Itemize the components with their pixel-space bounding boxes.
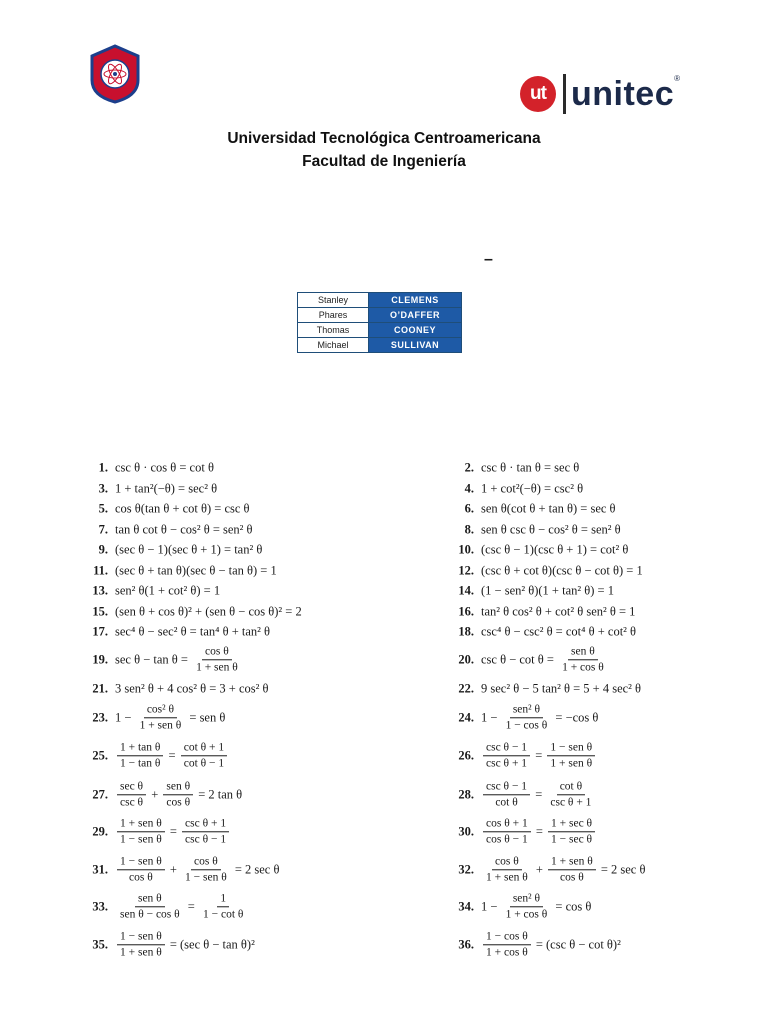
identity-problem — [86, 543, 262, 558]
fraction-denominator: 1 − sec θ — [551, 833, 593, 846]
equation-text: 1 + cot²(−θ) = csc² θ — [481, 481, 584, 496]
identity-problem — [86, 605, 302, 620]
logo-divider — [563, 74, 566, 114]
identity-problem — [452, 930, 621, 959]
fraction — [547, 780, 594, 809]
identity-problem — [452, 892, 591, 921]
author-first-name: Stanley — [298, 293, 369, 308]
registered-mark: ® — [674, 74, 681, 83]
problem-number: 10. — [458, 542, 474, 557]
unitec-wordmark: unitec — [571, 74, 675, 113]
problem-number: 20. — [458, 652, 474, 667]
equation-text: sen θ csc θ − cos² θ = sen² θ — [481, 522, 621, 537]
equation-text: = — [166, 824, 181, 839]
fraction-denominator: cos θ — [166, 796, 191, 809]
identity-problem — [452, 502, 616, 517]
fraction-numerator: csc θ + 1 — [182, 817, 229, 832]
fraction-numerator: 1 − cos θ — [483, 930, 531, 945]
author-row — [298, 308, 462, 323]
fraction — [181, 741, 227, 770]
fraction-denominator: 1 − cos θ — [505, 719, 548, 732]
fraction — [483, 930, 531, 959]
fraction-denominator: 1 − sen θ — [185, 871, 227, 884]
identity-problem — [452, 625, 636, 640]
equation-text: = 2 sec θ — [231, 862, 280, 877]
problem-number: 5. — [98, 501, 108, 516]
fraction — [117, 741, 163, 770]
identity-problem — [86, 482, 217, 497]
fraction-numerator: cos θ — [202, 645, 232, 660]
equation-text: = — [532, 824, 547, 839]
problem-number: 26. — [458, 748, 474, 763]
author-first-name: Phares — [298, 308, 369, 323]
equation-text: 1 + tan²(−θ) = sec² θ — [115, 481, 218, 496]
problem-number: 12. — [458, 563, 474, 578]
equation-text: sec θ − tan θ = — [115, 652, 192, 667]
problem-number: 15. — [92, 604, 108, 619]
identity-problem — [86, 625, 270, 640]
author-row — [298, 293, 462, 308]
fraction-denominator: cos θ — [560, 871, 584, 884]
fraction — [547, 741, 595, 770]
identity-problem — [452, 461, 579, 476]
identity-problem — [86, 523, 253, 538]
equation-text: = −cos θ — [552, 710, 599, 725]
fraction-denominator: csc θ — [120, 796, 144, 809]
equation-text: (csc θ − 1)(csc θ + 1) = cot² θ — [481, 542, 629, 557]
fraction-numerator: sec θ — [117, 780, 146, 795]
problem-number: 24. — [458, 710, 474, 725]
problem-number: 13. — [92, 583, 108, 598]
equation-text: + — [532, 862, 547, 877]
fraction-numerator: sen² θ — [510, 703, 543, 718]
problem-number: 19. — [92, 652, 108, 667]
fraction — [182, 817, 229, 846]
problem-number: 31. — [92, 862, 108, 877]
fraction-denominator: 1 + sen θ — [196, 661, 238, 674]
fraction-numerator: 1 + sen θ — [548, 855, 596, 870]
problem-number: 2. — [464, 460, 474, 475]
identity-problem — [452, 584, 614, 599]
equation-text: 9 sec² θ − 5 tan² θ = 5 + 4 sec² θ — [481, 681, 642, 696]
identity-problem — [86, 780, 242, 809]
fraction-numerator: cos θ — [191, 855, 221, 870]
equation-text: csc⁴ θ − csc² θ = cot⁴ θ + cot² θ — [481, 624, 637, 639]
problem-number: 30. — [458, 824, 474, 839]
problem-number: 6. — [464, 501, 474, 516]
fraction-numerator: cos θ + 1 — [483, 817, 531, 832]
equation-text: csc θ · cos θ = cot θ — [115, 460, 214, 475]
fraction — [483, 855, 531, 884]
fraction — [117, 930, 165, 959]
fraction-denominator: sen θ − cos θ — [120, 908, 180, 921]
fraction — [200, 892, 246, 921]
identity-problem — [86, 892, 248, 921]
equation-text: = — [532, 787, 546, 802]
university-title: Universidad Tecnológica Centroamericana — [227, 130, 541, 147]
fraction-numerator: sen θ — [135, 892, 165, 907]
identity-problem — [452, 703, 598, 732]
equation-text: 1 − — [481, 899, 501, 914]
identity-problem — [86, 741, 229, 770]
equation-text: = sen θ — [186, 710, 226, 725]
fraction-denominator: 1 + cos θ — [562, 661, 604, 674]
fraction-denominator: cot θ — [495, 796, 518, 809]
equation-text: sen² θ(1 + cot² θ) = 1 — [115, 583, 221, 598]
problem-number: 23. — [92, 710, 108, 725]
fraction-denominator: 1 − sen θ — [120, 833, 162, 846]
identity-problem — [86, 855, 279, 884]
author-last-name: SULLIVAN — [369, 338, 462, 353]
fraction — [117, 780, 146, 809]
fraction-numerator: 1 — [217, 892, 229, 907]
identity-problem — [452, 741, 597, 770]
identity-problem — [452, 564, 643, 579]
equation-text: (1 − sen² θ)(1 + tan² θ) = 1 — [481, 583, 614, 598]
problem-number: 8. — [464, 522, 474, 537]
identity-problem — [452, 645, 609, 674]
problem-number: 4. — [464, 481, 474, 496]
fraction-numerator: cot θ — [557, 780, 585, 795]
problem-number: 35. — [92, 937, 108, 952]
equation-text: (sec θ − 1)(sec θ + 1) = tan² θ — [115, 542, 263, 557]
problem-number: 32. — [458, 862, 474, 877]
fraction — [503, 892, 551, 921]
equation-text: tan² θ cos² θ + cot² θ sen² θ = 1 — [481, 604, 636, 619]
identity-problem — [452, 543, 628, 558]
identity-problem — [86, 502, 250, 517]
problem-number: 34. — [458, 899, 474, 914]
equation-text: + — [148, 787, 162, 802]
faculty-title: Facultad de Ingeniería — [302, 153, 466, 170]
fraction — [548, 817, 595, 846]
fraction-numerator: sen θ — [163, 780, 193, 795]
problem-number: 22. — [458, 681, 474, 696]
problem-number: 14. — [458, 583, 474, 598]
fraction-denominator: 1 + sen θ — [120, 946, 162, 959]
problem-number: 25. — [92, 748, 108, 763]
problem-number: 18. — [458, 624, 474, 639]
fraction-numerator: sen² θ — [510, 892, 543, 907]
fraction-denominator: 1 − cot θ — [202, 908, 244, 921]
identity-problem — [86, 584, 220, 599]
problem-number: 9. — [98, 542, 108, 557]
problem-number: 33. — [92, 899, 108, 914]
fraction-denominator: cot θ − 1 — [183, 757, 225, 770]
author-first-name: Thomas — [298, 323, 369, 338]
fraction — [483, 780, 530, 809]
fraction — [117, 855, 165, 884]
fraction-denominator: csc θ − 1 — [185, 833, 227, 846]
equation-text: (csc θ + cot θ)(csc θ − cot θ) = 1 — [481, 563, 643, 578]
identity-problem — [86, 645, 243, 674]
equation-text: csc θ − cot θ = — [481, 652, 558, 667]
equation-text: = 2 tan θ — [195, 787, 243, 802]
fraction-denominator: csc θ + 1 — [486, 757, 528, 770]
equation-text: tan θ cot θ − cos² θ = sen² θ — [115, 522, 253, 537]
equation-text: = (sec θ − tan θ)² — [166, 937, 255, 952]
author-last-name: CLEMENS — [369, 293, 462, 308]
fraction-denominator: 1 − tan θ — [120, 757, 161, 770]
author-last-name: COONEY — [369, 323, 462, 338]
equation-text: csc θ · tan θ = sec θ — [481, 460, 580, 475]
unitec-badge-icon: ut — [520, 76, 556, 112]
author-last-name: O’DAFFER — [369, 308, 462, 323]
equation-text: sen θ(cot θ + tan θ) = sec θ — [481, 501, 616, 516]
fraction-numerator: 1 − sen θ — [547, 741, 595, 756]
fraction-denominator: 1 + cos θ — [505, 908, 548, 921]
equation-text: + — [166, 862, 181, 877]
fraction — [117, 817, 165, 846]
problem-number: 1. — [98, 460, 108, 475]
fraction-numerator: cos θ — [492, 855, 522, 870]
fraction-numerator: 1 − sen θ — [117, 930, 165, 945]
equation-text: 1 − — [481, 710, 501, 725]
equation-text: = cos θ — [552, 899, 592, 914]
fraction-denominator: cos θ − 1 — [486, 833, 528, 846]
problem-number: 21. — [92, 681, 108, 696]
equation-text: = — [532, 748, 546, 763]
identity-problem — [86, 817, 231, 846]
fraction-denominator: 1 + sen θ — [486, 871, 528, 884]
unitec-logo — [520, 70, 680, 118]
identity-problem — [452, 855, 645, 884]
equation-text: = — [184, 899, 198, 914]
identity-problem — [86, 682, 268, 697]
fraction — [559, 645, 607, 674]
fraction — [503, 703, 551, 732]
fraction-numerator: 1 + tan θ — [117, 741, 163, 756]
equation-text: (sen θ + cos θ)² + (sen θ − cos θ)² = 2 — [115, 604, 302, 619]
author-first-name: Michael — [298, 338, 369, 353]
identity-problem — [86, 461, 214, 476]
fraction-numerator: cot θ + 1 — [181, 741, 227, 756]
fraction — [483, 741, 530, 770]
equation-text: = (csc θ − cot θ)² — [532, 937, 621, 952]
fraction-denominator: 1 + sen θ — [550, 757, 593, 770]
identity-problem — [86, 703, 225, 732]
problem-number: 28. — [458, 787, 474, 802]
problem-number: 29. — [92, 824, 108, 839]
fraction — [117, 892, 183, 921]
identity-problem — [86, 930, 255, 959]
author-row — [298, 338, 462, 353]
equation-text: (sec θ + tan θ)(sec θ − tan θ) = 1 — [115, 563, 277, 578]
equation-text: 3 sen² θ + 4 cos² θ = 3 + cos² θ — [115, 681, 269, 696]
equation-text: cos θ(tan θ + cot θ) = csc θ — [115, 501, 250, 516]
equation-text: 1 − — [115, 710, 135, 725]
fraction-numerator: 1 + sen θ — [117, 817, 165, 832]
problem-number: 27. — [92, 787, 108, 802]
identity-problem — [86, 564, 277, 579]
identity-problem — [452, 817, 597, 846]
fraction — [163, 780, 193, 809]
fraction-denominator: 1 + sen θ — [139, 719, 182, 732]
fraction — [137, 703, 185, 732]
fraction-numerator: csc θ − 1 — [483, 741, 530, 756]
author-row — [298, 323, 462, 338]
identity-problem — [452, 482, 583, 497]
fraction-denominator: cos θ — [128, 871, 153, 884]
identity-problem — [452, 523, 621, 538]
fraction — [483, 817, 531, 846]
problem-number: 16. — [458, 604, 474, 619]
fraction-denominator: csc θ + 1 — [550, 796, 592, 809]
fraction-numerator: 1 + sec θ — [548, 817, 595, 832]
equation-text: = 2 sec θ — [597, 862, 646, 877]
problem-number: 11. — [93, 563, 108, 578]
authors-table — [297, 292, 462, 353]
fraction-numerator: csc θ − 1 — [483, 780, 530, 795]
fraction-numerator: sen θ — [568, 645, 598, 660]
equation-text: = — [165, 748, 179, 763]
equation-text: sec⁴ θ − sec² θ = tan⁴ θ + tan² θ — [115, 624, 271, 639]
fraction-numerator: 1 − sen θ — [117, 855, 165, 870]
university-seal-logo — [88, 44, 142, 104]
identity-problem — [452, 682, 641, 697]
problem-number: 7. — [98, 522, 108, 537]
fraction — [182, 855, 230, 884]
fraction — [193, 645, 241, 674]
problem-number: 36. — [458, 937, 474, 952]
fraction — [548, 855, 596, 884]
identity-problem — [452, 605, 635, 620]
fraction-numerator: cos² θ — [144, 703, 177, 718]
fraction-denominator: 1 + cos θ — [486, 946, 528, 959]
problem-number: 17. — [92, 624, 108, 639]
title-dash: – — [484, 251, 493, 268]
problem-number: 3. — [98, 481, 108, 496]
identity-problem — [452, 780, 596, 809]
